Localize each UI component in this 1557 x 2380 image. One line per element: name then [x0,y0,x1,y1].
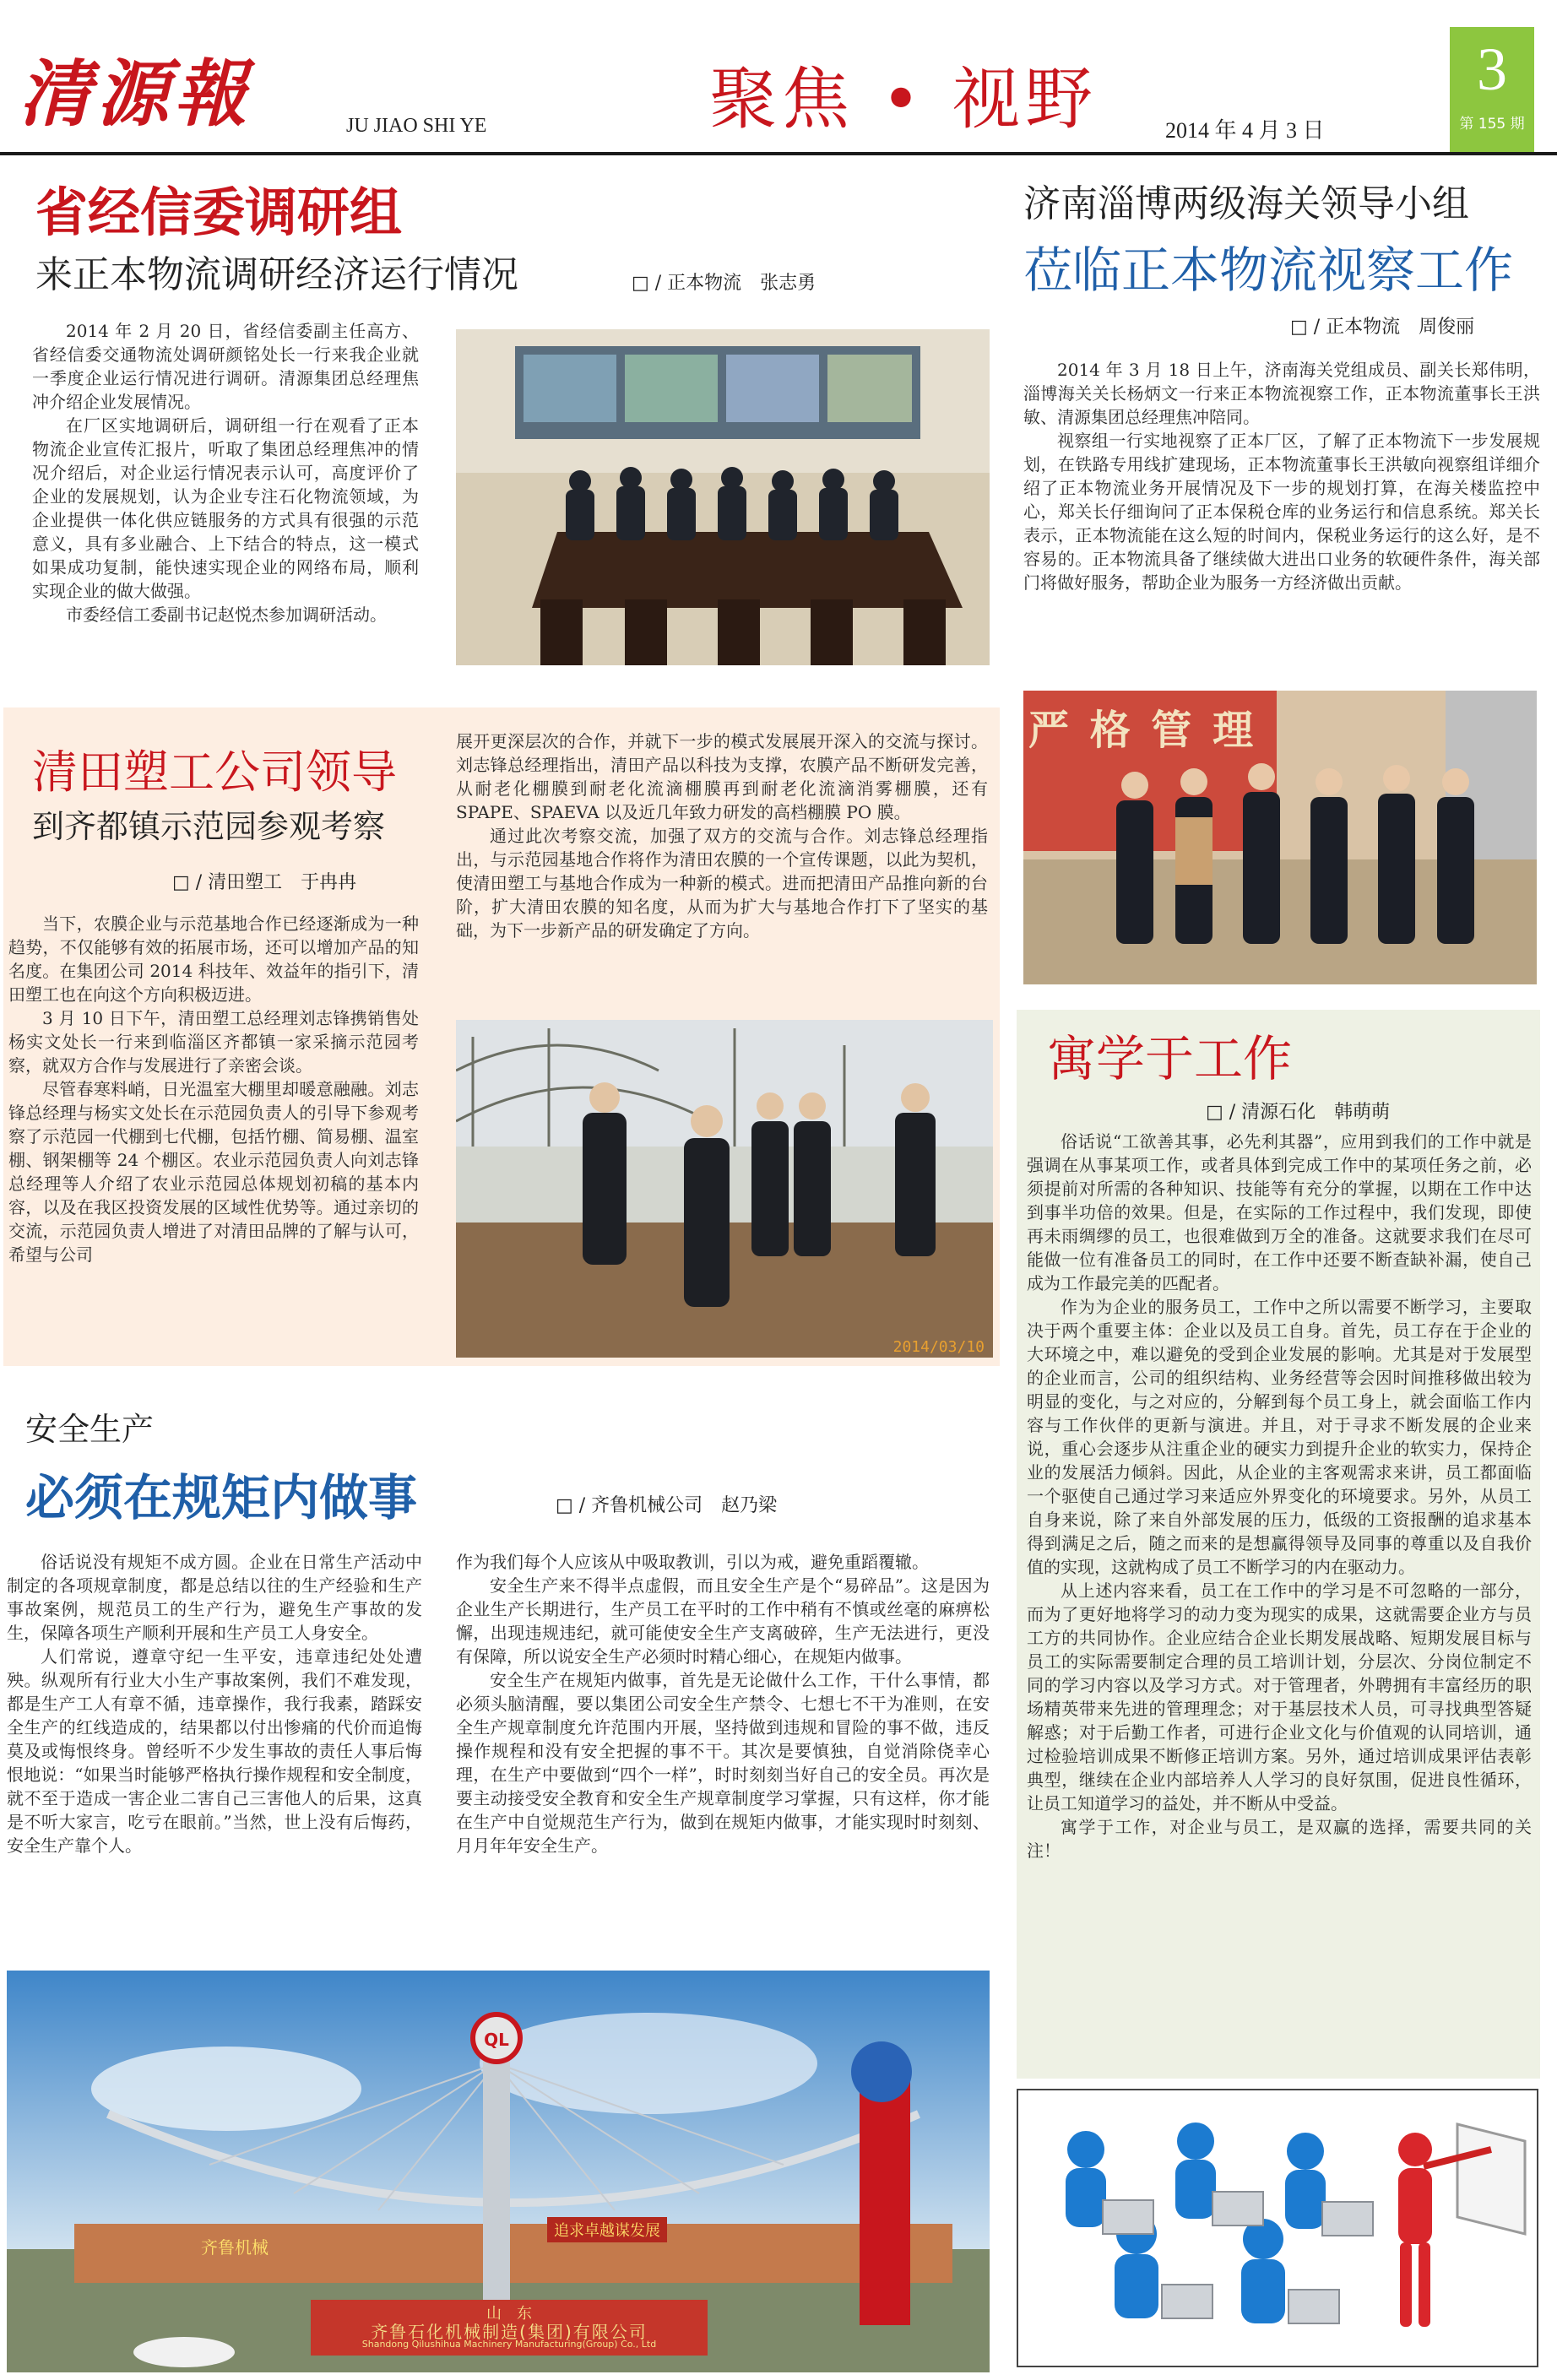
greenhouse-photo-timestamp: 2014/03/10 [892,1338,985,1356]
factory-sign-english: Shandong Qilushihua Machinery Manufacturing(Group) Co., Ltd [361,2339,657,2350]
page-number: 3 [1477,35,1507,103]
article5-paragraph: 俗话说“工欲善其事，必先利其器”，应用到我们的工作中就是强调在从事某项工作，或者具体到完成工作中的某项任务之前，必须提前对所需的各种知识、技能等有充分的掌握，以期在工作中达到事半功倍的效果。但是，在实际的工作过程中，我们发现，即使再未雨绸缪的员工，也很难做到万全的准备。这就要求我们在尽可能做一位有准备员工的同时，在工作中还要不断查缺补漏，使自己成为工作最完美的匹配者。 [1027,1131,1532,1293]
article-greenhouse-visit [3,707,1000,1366]
article3-headline: 清田塑工公司领导 [32,745,397,799]
article2-paragraph: 2014 年 3 月 18 日上午，济南海关党组成员、副关长郑伟明，淄博海关关长杨炳文一行来正本物流视察工作，正本物流董事长王洪敏、清源集团总经理焦冲陪同。 [1023,360,1540,427]
article2-headline-line2: 莅临正本物流视察工作 [1023,241,1514,299]
article5-paragraph: 从上述内容来看，员工在工作中的学习是不可忽略的一部分，而为了更好地将学习的动力变为现实的成果，这就需要企业方与员工方的共同协作。企业应结合企业长期发展战略、短期发展目标与员工的实际需要制定合理的员工培训计划，分层次、分岗位制定不同的学习内容以及学习方式。对于管理者，外聘拥有丰富经历的职场精英带来先进的管理理念；对于基层技术人员，可寻找典型答疑解惑；对于后勤工作者，可进行企业文化与价值观的认同培训，通过检验培训成果不断修正培训方案。另外，通过培训成果评估表彰典型，继续在企业内部培养人人学习的良好氛围，促进良性循环，让员工知道学习的益处，并不断从中受益。 [1027,1580,1532,1813]
factory-logo-letters: QL [484,2030,509,2050]
newspaper-logo: 清源報 [19,52,252,137]
issue-date: 2014 年 4 月 3 日 [1165,118,1325,143]
article4-body-left [7,1550,422,1955]
article3-paragraph: 展开更深层次的合作，并就下一步的模式发展展开深入的交流与探讨。刘志锋总经理指出，清田产品以科技为支撑，农膜产品不断研发完善，从耐老化棚膜到耐老化流滴棚膜再到耐老化流滴消雾棚膜，还有 SPAPE、SPAEVA 以及近几年致力研发的高档棚膜 PO 膜。 [456,731,988,822]
masthead-rule [0,152,1557,155]
customs-visit-photo [1023,691,1537,984]
article3-paragraph: 尽管春寒料峭，日光温室大棚里却暖意融融。刘志锋总经理与杨实文处长在示范园负责人的引导下参观考察了示范园一代棚到七代棚，包括竹棚、简易棚、温室棚、钢架棚等 24 个棚区。农业示范园负责人向刘志锋总经理等人介绍了农业示范园总体规划初稿的基本内容，以及在我区投资发展的区域性优势等。通过亲切的交流，示范园负责人增进了对清田品牌的了解与认可，希望与公司 [8,1079,419,1265]
factory-banner-middle: 追求卓越谋发展 [547,2217,667,2242]
training-illustration [1018,2090,1537,2366]
article3-body-right [456,729,988,1045]
article3-byline: □ / 清田塑工 于冉冉 [172,872,357,893]
factory-gate-photo [7,1971,990,2372]
article1-subheadline: 来正本物流调研经济运行情况 [35,253,518,296]
article4-headline: 必须在规矩内做事 [25,1469,418,1526]
meeting-room-illustration [456,329,990,665]
customs-photo-sign: 严 格 管 理 [1028,707,1257,754]
article4-kicker: 安全生产 [25,1411,155,1448]
training-class-illustration [1017,2089,1538,2367]
article5-byline: □ / 清源石化 韩萌萌 [1206,1102,1391,1123]
greenhouse-illustration [456,1020,993,1358]
article3-paragraph: 当下，农膜企业与示范基地合作已经逐渐成为一种趋势，不仅能够有效的拓展市场，还可以增加产品的知名度。在集团公司 2014 科技年、效益年的指引下，清田塑工也在向这个方向积极迈进。 [8,914,419,1005]
article4-paragraph: 安全生产来不得半点虚假，而且安全生产是个“易碎品”。这是因为企业生产长期进行，生产员工在平时的工作中稍有不慎或丝毫的麻痹松懈，出现违规违纪，就可能使安全生产支离破碎，生产无法进行，更没有保障，所以说安全生产必须时时精心细心，在规矩内做事。 [456,1575,990,1667]
section-pinyin: JU JIAO SHI YE [346,115,487,137]
section-title: 聚焦 • 视野 [709,60,1099,138]
article1-byline: □ / 正本物流 张志勇 [632,273,816,294]
article1-paragraph: 在厂区实地调研后，调研组一行在观看了正本物流企业宣传汇报片，听取了集团总经理焦冲的情况介绍后，对企业运行情况表示认可，高度评价了企业的发展规划，认为企业专注石化物流领域，为企业提供一体化供应链服务的方式具有很强的示范意义，具有多业融合、上下结合的特点，这一模式如果成功复制，能快速实现企业的网络布局，顺利实现企业的做大做强。 [32,415,419,601]
article5-paragraph: 寓学于工作，对企业与员工，是双赢的选择，需要共同的关注！ [1027,1817,1532,1861]
article4-paragraph: 作为我们每个人应该从中吸取教训，引以为戒，避免重蹈覆辙。 [456,1552,929,1572]
meeting-room-photo [456,329,990,665]
article4-byline: □ / 齐鲁机械公司 赵乃梁 [556,1495,778,1516]
article3-subheadline: 到齐都镇示范园参观考察 [32,808,386,845]
article2-byline: □ / 正本物流 周俊丽 [1290,317,1475,338]
article2-paragraph: 视察组一行实地视察了正本厂区，了解了正本物流下一步发展规划，在铁路专用线扩建现场，正本物流董事长王洪敏向视察组详细介绍了正本物流业务开展情况及下一步的规划打算，在海关楼监控中心，郑关长仔细询问了正本保税仓库的业务运行和信息系统。郑关长表示，正本物流能在这么短的时间内，保税业务运行的这么好，是不容易的。正本物流具备了继续做大进出口业务的软硬件条件，海关部门将做好服务，帮助企业为服务一方经济做出贡献。 [1023,431,1540,593]
article1-headline: 省经信委调研组 [35,182,403,243]
issue-number: 第 155 期 [1459,116,1525,133]
article4-paragraph: 俗话说没有规矩不成方圆。企业在日常生产活动中制定的各项规章制度，都是总结以往的生产经验和生产事故案例，规范员工的生产行为，避免生产事故的发生，保障各项生产顺利开展和生产员工人身安全。 [7,1552,422,1643]
article3-body-left [8,912,419,1354]
article5-paragraph: 作为为企业的服务员工，工作中之所以需要不断学习，主要取决于两个重要主体：企业以及员工自身。首先，员工存在于企业的大环境之中，难以避免的受到企业发展的影响。尤其是对于发展型的企业而言，公司的组织结构、业务经营等会因时间推移做出较为明显的变化，与之对应的，分解到每个员工身上，就会面临工作内容与工作伙伴的更新与演进。并且，对于寻求不断发展的企业来说，重心会逐步从注重企业的硬实力到提升企业的软实力，保持企业的发展活力倾斜。因此，从企业的主客观需求来讲，员工都面临一个驱使自己通过学习来适应外界变化的环境要求。另外，从员工自身来说，除了来自外部发展的压力，低级的工资报酬的追求基本得到满足之后，随之而来的是想赢得领导及同事的尊重以及自我价值的实现，这就构成了员工不断学习的内在驱动力。 [1027,1297,1532,1577]
article2-headline-line1: 济南淄博两级海关领导小组 [1023,182,1469,225]
article4-body-right [456,1550,990,1955]
article5-body [1027,1130,1532,2072]
article5-headline: 寓学于工作 [1047,1030,1293,1087]
page-badge [1450,27,1534,152]
greenhouse-visit-photo [456,1020,993,1358]
article1-body [32,319,419,682]
article4-paragraph: 安全生产在规矩内做事，首先是无论做什么工作，干什么事情，都必须头脑清醒，要以集团公司安全生产禁令、七想七不干为准则，在安全生产规章制度允许范围内开展，坚持做到违规和冒险的事不做，违反操作规程和没有安全把握的事不干。其次是要慎独，自觉消除侥幸心理，在生产中要做到“四个一样”，时时刻刻当好自己的安全员。再次是要主动接受安全教育和安全生产规章制度学习掌握，只有这样，你才能在生产中自觉规范生产行为，做到在规矩内做事，才能实现时时刻刻、月月年年安全生产。 [456,1670,990,1856]
article-learning-at-work [1017,1010,1540,2079]
article3-paragraph: 3 月 10 日下午，清田塑工总经理刘志锋携销售处杨实文处长一行来到临淄区齐都镇一家采摘示范园考察，就双方合作与发展进行了亲密会谈。 [8,1008,419,1076]
factory-banner-left: 齐鲁机械 [201,2237,269,2258]
factory-sign-company: 齐鲁石化机械制造(集团)有限公司 [371,2322,648,2342]
article4-paragraph: 人们常说，遵章守纪一生平安，违章违纪处处遭殃。纵观所有行业大小生产事故案例，我们不难发现，都是生产工人有章不循，违章操作，我行我素，踏踩安全生产的红线造成的，结果都以付出惨痛的代价而追悔莫及或悔恨终身。曾经听不少发生事故的责任人事后悔恨地说：“如果当时能够严格执行操作规程和安全制度，就不至于造成一害企业二害自己三害他人的后果，这真是不听大家言，吃亏在眼前。”当然，世上没有后悔药，安全生产靠个人。 [7,1646,422,1856]
article1-paragraph: 2014 年 2 月 20 日，省经信委副主任高方、省经信委交通物流处调研颜铭处长一行来我企业就一季度企业运行情况进行调研。清源集团总经理焦冲介绍企业发展情况。 [32,321,419,412]
article1-paragraph: 市委经信工委副书记赵悦杰参加调研活动。 [66,604,387,625]
article2-body [1023,358,1540,675]
factory-sign-province: 山 东 [486,2305,532,2323]
article3-paragraph: 通过此次考察交流，加强了双方的交流与合作。刘志锋总经理指出，与示范园基地合作将作为清田农膜的一个宣传课题，以此为契机，使清田塑工与基地合作成为一种新的模式。进而把清田产品推向新的台阶，扩大清田农膜的知名度，从而为扩大与基地合作打下了坚实的基础，为下一步新产品的研发确定了方向。 [456,826,988,941]
